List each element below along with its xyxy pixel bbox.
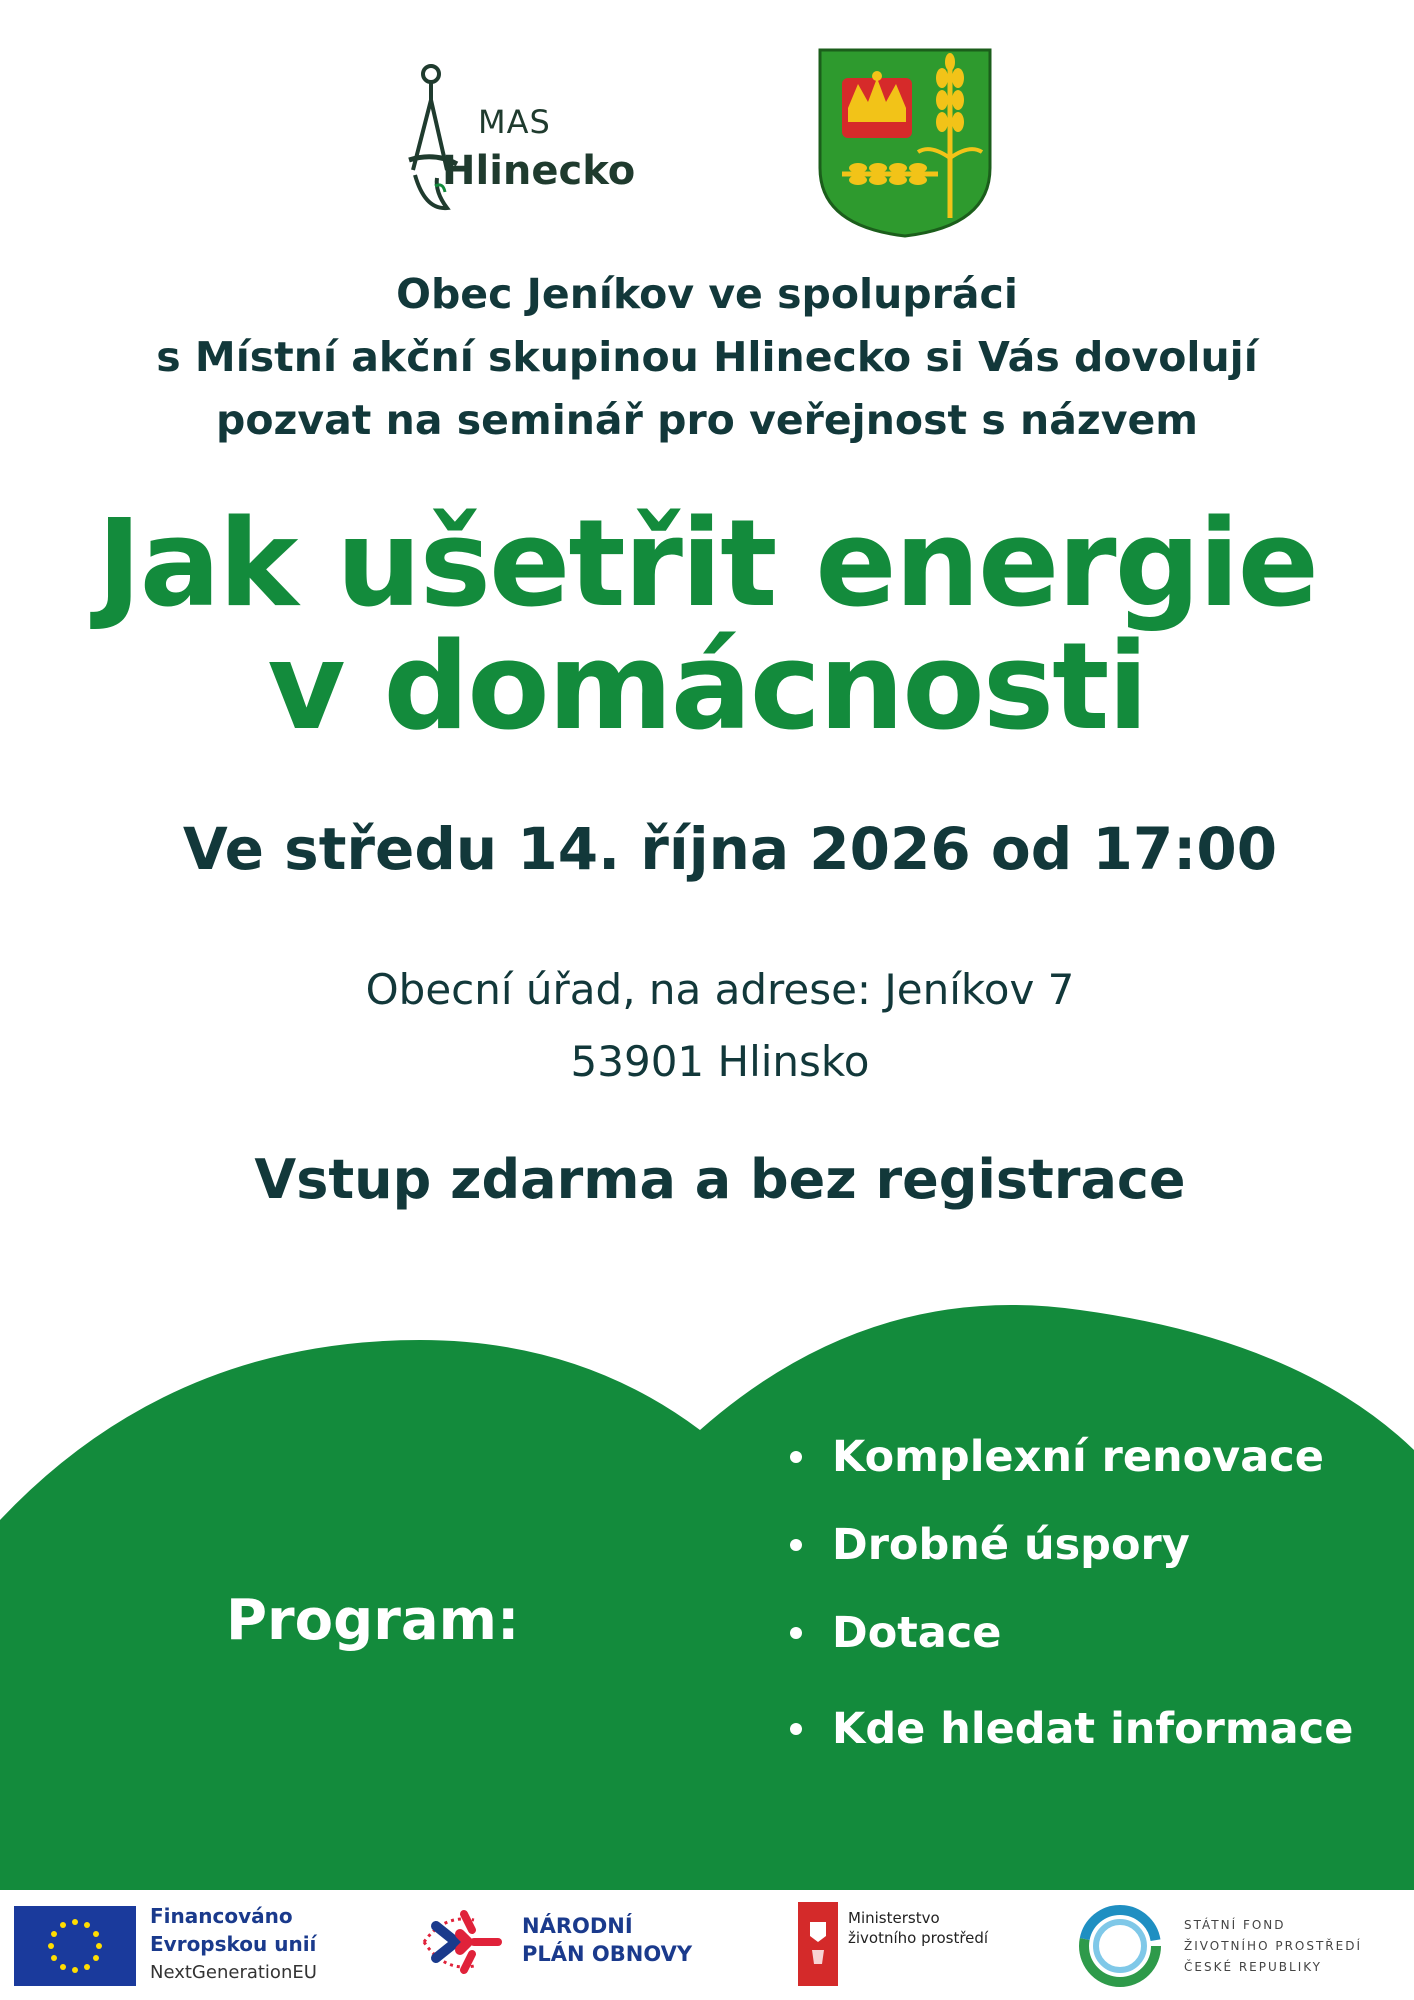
- entry-note: Vstup zdarma a bez registrace: [254, 1148, 1186, 1211]
- program-label: Program:: [226, 1588, 520, 1653]
- program-item: [790, 1520, 1190, 1570]
- program-item-label: Kde hledat informace: [832, 1704, 1354, 1754]
- program-item-label: Drobné úspory: [832, 1520, 1190, 1570]
- program-item-label: Dotace: [832, 1608, 1002, 1658]
- event-address-line-1: Obecní úřad, na adrese: Jeníkov 7: [365, 965, 1075, 1014]
- sfzp-text-1: STÁTNÍ FOND: [1184, 1918, 1286, 1932]
- eu-flag-icon: [14, 1906, 136, 1986]
- program-item: [790, 1432, 1324, 1482]
- seminar-title-line-2: v domácnosti: [267, 618, 1147, 757]
- sfzp-circle-icon: [1078, 1904, 1162, 1988]
- bullet-icon: [790, 1723, 802, 1735]
- ministry-text-1: Ministerstvo: [848, 1909, 940, 1927]
- bullet-icon: [790, 1451, 802, 1463]
- hlinecko-logo-text: Hlinecko: [442, 148, 636, 194]
- bullet-icon: [790, 1627, 802, 1639]
- npo-text-1: NÁRODNÍ: [522, 1914, 633, 1938]
- intro-line-3: pozvat na seminář pro veřejnost s názvem: [215, 396, 1199, 444]
- program-item: [790, 1608, 1001, 1658]
- event-address-line-2: 53901 Hlinsko: [570, 1037, 870, 1086]
- seminar-title-line-1: Jak ušetřit energie: [96, 495, 1318, 634]
- eu-funding-text-1: Financováno: [150, 1904, 293, 1928]
- ministry-emblem-icon: [798, 1902, 838, 1986]
- bullet-icon: [790, 1539, 802, 1551]
- intro-line-2: s Místní akční skupinou Hlinecko si Vás dovolují: [156, 333, 1258, 381]
- mas-logo-text: MAS: [478, 103, 551, 141]
- eu-funding-text-3: NextGenerationEU: [150, 1962, 317, 1983]
- event-datetime: Ve středu 14. října 2026 od 17:00: [182, 815, 1278, 883]
- green-hills-background: [0, 1300, 1414, 1890]
- sfzp-text-3: ČESKÉ REPUBLIKY: [1184, 1960, 1323, 1974]
- program-item-label: Komplexní renovace: [832, 1432, 1324, 1482]
- intro-line-1: Obec Jeníkov ve spolupráci: [396, 270, 1018, 318]
- narodni-plan-obnovy-icon: [414, 1904, 508, 1980]
- coat-of-arms-icon: [818, 48, 992, 238]
- ministry-text-2: životního prostředí: [848, 1929, 989, 1947]
- sfzp-text-2: ŽIVOTNÍHO PROSTŘEDÍ: [1184, 1939, 1362, 1953]
- program-item: [790, 1704, 1353, 1754]
- npo-text-2: PLÁN OBNOVY: [522, 1942, 693, 1966]
- eu-funding-text-2: Evropskou unií: [150, 1932, 317, 1956]
